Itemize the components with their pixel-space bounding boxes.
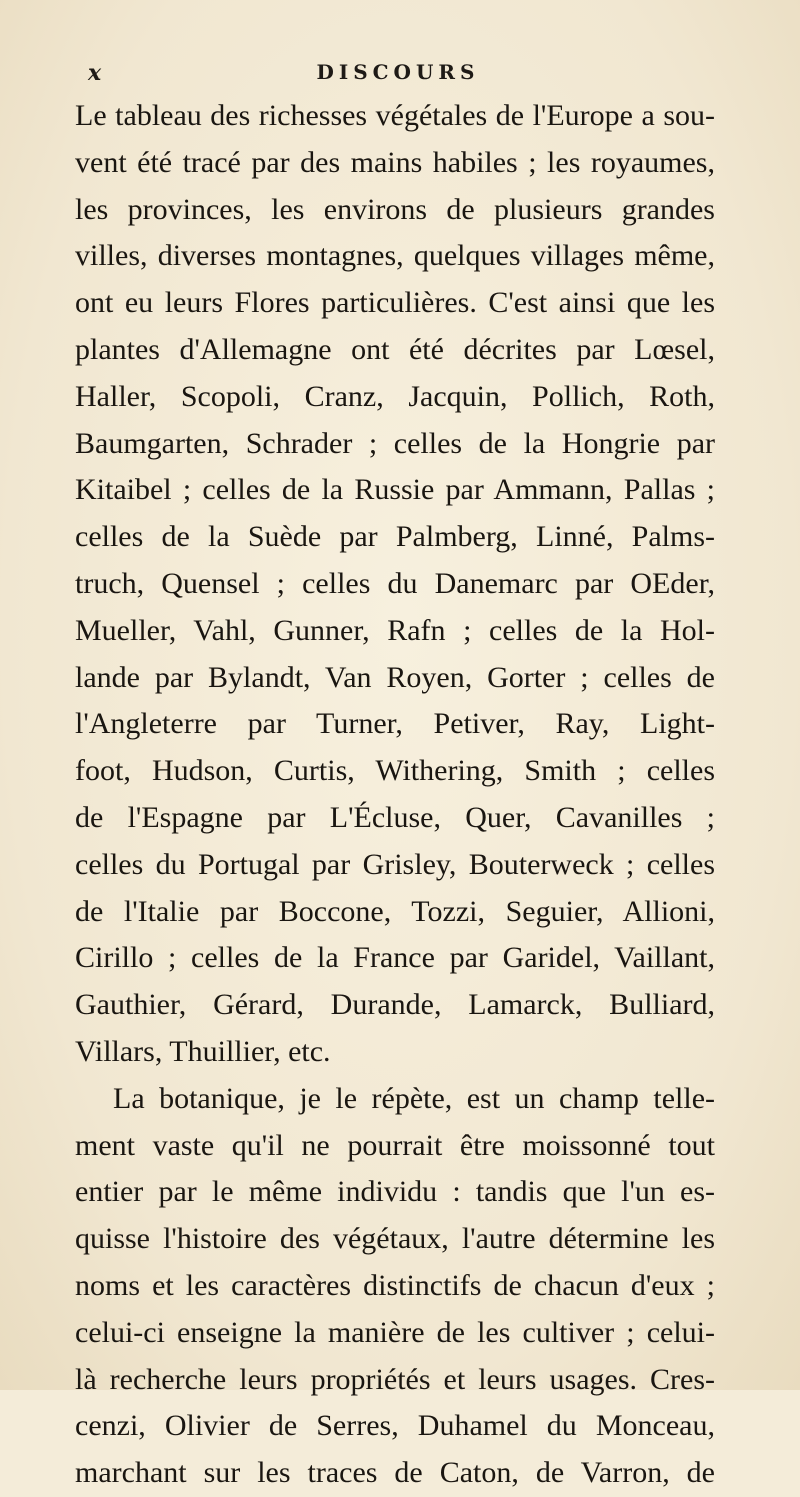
- text-line: noms et les caractères distinctifs de chacun d'eux ;: [75, 1268, 715, 1302]
- text-line: Haller, Scopoli, Cranz, Jacquin, Pollich, Roth,: [75, 379, 715, 413]
- text-line: celles du Portugal par Grisley, Bouterweck ; celles: [75, 847, 715, 881]
- text-line: l'Angleterre par Turner, Petiver, Ray, Light-: [75, 707, 715, 741]
- text-line: villes, diverses montagnes, quelques villages même,: [75, 239, 715, 273]
- text-line: là recherche leurs propriétés et leurs usages. Cres-: [75, 1362, 715, 1396]
- text-line: Kitaibel ; celles de la Russie par Ammann, Pallas ;: [75, 473, 715, 507]
- text-line: de l'Espagne par L'Écluse, Quer, Cavanilles ;: [75, 800, 715, 834]
- text-line: truch, Quensel ; celles du Danemarc par OEder,: [75, 566, 715, 600]
- text-line: foot, Hudson, Curtis, Withering, Smith ; celles: [75, 754, 715, 788]
- text-line: de l'Italie par Boccone, Tozzi, Seguier, Allioni,: [75, 894, 715, 928]
- text-line: entier par le même individu : tandis que l'un es-: [75, 1175, 715, 1209]
- text-line: ont eu leurs Flores particulières. C'est ainsi que les: [75, 286, 715, 320]
- text-line: lande par Bylandt, Van Royen, Gorter ; celles de: [75, 660, 715, 694]
- text-line: ment vaste qu'il ne pourrait être moissonné tout: [75, 1128, 715, 1162]
- text-line: marchant sur les traces de Caton, de Varron, de: [75, 1456, 715, 1490]
- text-line: Le tableau des richesses végétales de l'Europe a sou-: [75, 99, 715, 132]
- text-line: Villars, Thuillier, etc.: [75, 1034, 331, 1068]
- paragraph-2: [75, 1076, 715, 1497]
- text-line: Gauthier, Gérard, Durande, Lamarck, Bulliard,: [75, 988, 715, 1022]
- body-text: [75, 93, 715, 1497]
- text-line: plantes d'Allemagne ont été décrites par Lœsel,: [75, 332, 715, 366]
- running-title: DISCOURS: [316, 60, 480, 84]
- text-line: cenzi, Olivier de Serres, Duhamel du Monceau,: [75, 1409, 715, 1443]
- text-line: La botanique, je le répète, est un champ telle-: [113, 1081, 715, 1115]
- text-line: Mueller, Vahl, Gunner, Rafn ; celles de la Hol-: [75, 613, 715, 647]
- text-line: celles de la Suède par Palmberg, Linné, Palms-: [75, 520, 715, 554]
- text-line: celui-ci enseigne la manière de les cultiver ; celui-: [75, 1315, 715, 1349]
- text-line: quisse l'histoire des végétaux, l'autre détermine les: [75, 1222, 715, 1256]
- text-line: vent été tracé par des mains habiles ; les royaumes,: [75, 145, 715, 179]
- text-line: Baumgarten, Schrader ; celles de la Hongrie par: [75, 426, 715, 460]
- paragraph-1: [75, 93, 715, 1076]
- running-head: [88, 60, 708, 90]
- page-number: x: [88, 60, 102, 86]
- text-line: Cirillo ; celles de la France par Garidel, Vaillant,: [75, 941, 715, 975]
- text-line: les provinces, les environs de plusieurs grandes: [75, 192, 715, 226]
